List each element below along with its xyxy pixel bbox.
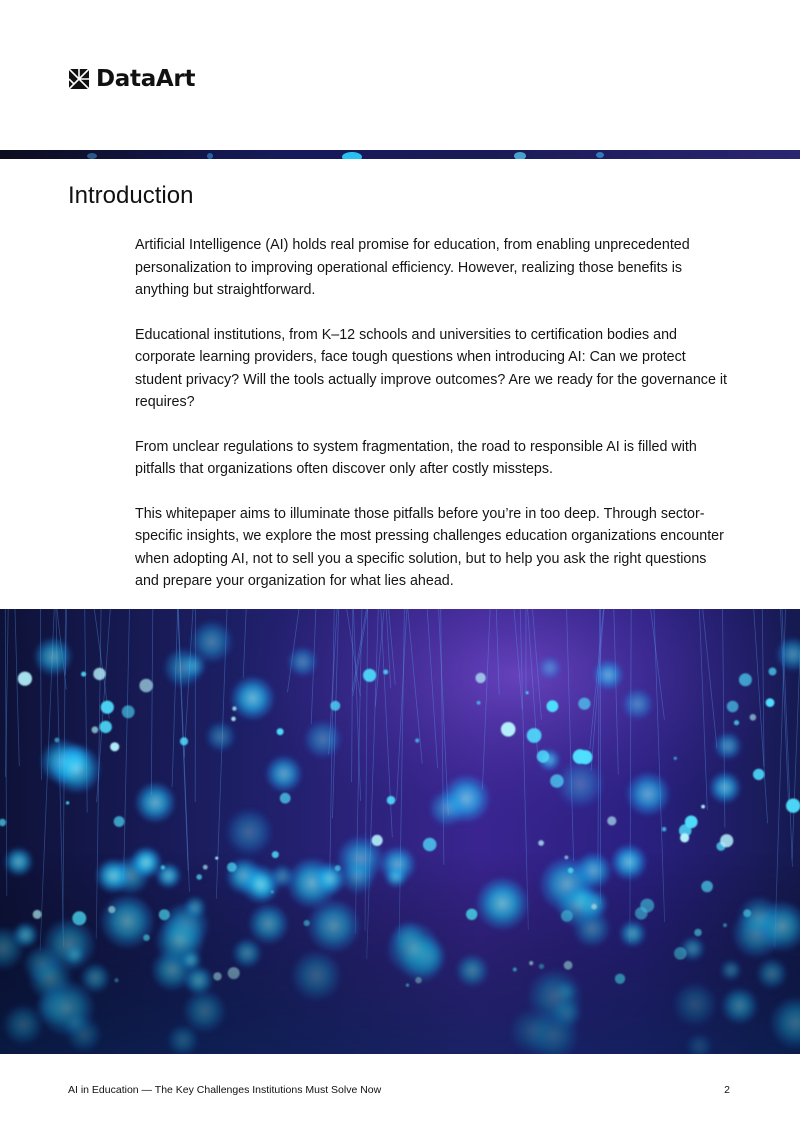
fiber-optic-bokeh-image <box>0 609 800 1054</box>
brand-name: DataArt <box>96 66 196 92</box>
intro-paragraph: Educational institutions, from K–12 schools and universities to certification bodies and corporate learning providers, face tough questions when introducing AI: Can we protect student privacy? Will the tools actually improve outcomes? Are we ready for the governance it requires? <box>135 326 728 410</box>
brand-logo <box>68 66 195 92</box>
dataart-logo-icon <box>68 68 90 90</box>
intro-paragraph: From unclear regulations to system fragmentation, the road to responsible AI is filled with pitfalls that organizations often discover only after costly missteps. <box>135 438 697 477</box>
intro-body <box>135 234 733 615</box>
intro-paragraph: Artificial Intelligence (AI) holds real promise for education, from enabling unprecedented personalization to improving operational efficiency. However, realizing those benefits is anything but straightforward. <box>135 237 690 298</box>
footer-document-title: AI in Education — The Key Challenges Institutions Must Solve Now <box>68 1084 382 1096</box>
header-band-image <box>0 150 800 159</box>
page-number: 2 <box>724 1084 730 1096</box>
page-title: Introduction <box>68 182 194 209</box>
intro-paragraph: This whitepaper aims to illuminate those pitfalls before you’re in too deep. Through sector-specific insights, we explore the most pressing challenges education organizations encounter when adopting AI, not to sell you a specific solution, but to help you ask the right questions and prepare your organization for what lies ahead. <box>135 505 724 589</box>
